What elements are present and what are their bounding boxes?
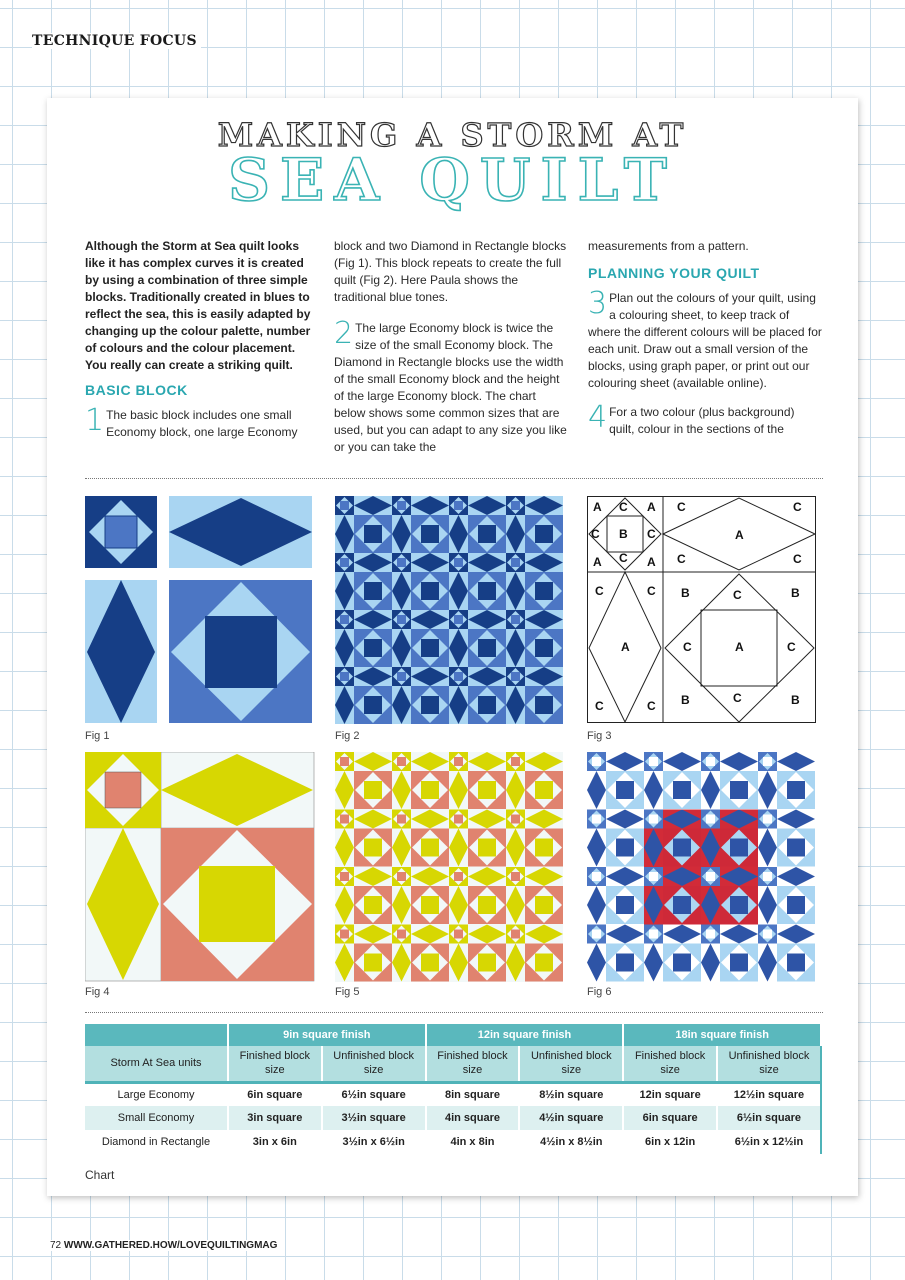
sizes-chart <box>85 1024 822 1154</box>
fig3-label: C <box>733 588 742 602</box>
step-4-text: For a two colour (plus background) quilt, colour in the sections of the <box>609 405 795 436</box>
table-cell: 3in x 6in <box>228 1130 322 1154</box>
table-cell: 6in square <box>623 1106 717 1130</box>
fig-4-caption: Fig 4 <box>85 986 110 998</box>
chart-sub-header: Unfinished block size <box>519 1046 623 1082</box>
intro-paragraph: Although the Storm at Sea quilt looks like it has complex curves it is created by using a combination of three simple blocks. Traditionally created in blues to reflect the sea, this is easily adapted by changing up the colour palette, number of colours and the colour placement. You really can create a striking quilt. <box>85 239 311 372</box>
table-cell: 6in x 12in <box>623 1130 717 1154</box>
section-label: TECHNIQUE FOCUS <box>32 33 201 49</box>
chart-group-header-row <box>85 1024 821 1046</box>
title-line-1: MAKING A STORM AT <box>217 116 688 154</box>
fig3-label: C <box>647 699 656 713</box>
fig3-label: A <box>735 528 744 542</box>
chart-sub-header: Finished block size <box>228 1046 322 1082</box>
fig3-label: C <box>677 552 686 566</box>
table-cell: 3½in x 6½in <box>322 1130 426 1154</box>
table-cell: 6in square <box>228 1082 322 1106</box>
page-number: 72 <box>50 1240 62 1251</box>
fig3-label: A <box>593 555 602 569</box>
divider-bottom <box>85 1012 823 1013</box>
chart-sub-header: Unfinished block size <box>717 1046 821 1082</box>
fig-5-caption: Fig 5 <box>335 986 360 998</box>
chart-caption: Chart <box>85 1168 115 1182</box>
fig3-label: C <box>683 640 692 654</box>
step-2-text: The large Economy block is twice the size of the small Economy block. The Diamond in Rectangle blocks use the width of the small Economy block and the height of the large Economy block. The chart below shows some common sizes that are used, but you can adapt to any size you like or you can take the <box>334 321 567 454</box>
step-2-part-2: measurements from a pattern. <box>588 239 749 253</box>
column-2 <box>334 238 568 464</box>
table-row <box>85 1130 821 1154</box>
table-cell: 8½in square <box>519 1082 623 1106</box>
fig-3-caption: Fig 3 <box>587 730 612 742</box>
fig-2 <box>335 496 563 729</box>
fig3-label: C <box>595 699 604 713</box>
fig3-label: A <box>647 555 656 569</box>
fig-1-caption: Fig 1 <box>85 730 110 742</box>
fig3-label: C <box>793 500 802 514</box>
table-cell: 3in square <box>228 1106 322 1130</box>
chart-unit: Small Economy <box>85 1106 228 1130</box>
step-4 <box>588 400 822 438</box>
fig3-label: A <box>647 500 656 514</box>
title-line-2: SEA QUILT <box>228 146 677 214</box>
table-cell: 4½in square <box>519 1106 623 1130</box>
table-row <box>85 1106 821 1130</box>
fig3-label: C <box>595 584 604 598</box>
step-4-number: 4 <box>588 400 608 435</box>
step-2-number: 2 <box>334 316 354 351</box>
text-columns <box>85 238 825 470</box>
fig-1-blocks <box>85 496 313 724</box>
step-3-number: 3 <box>588 286 608 321</box>
table-cell: 6½in x 12½in <box>717 1130 821 1154</box>
page-footer <box>50 1240 281 1251</box>
chart-sub-header: Finished block size <box>623 1046 717 1082</box>
chart-sub-header-row <box>85 1046 821 1082</box>
chart-unit: Large Economy <box>85 1082 228 1106</box>
fig3-label: C <box>619 500 628 514</box>
table-cell: 12in square <box>623 1082 717 1106</box>
footer-url[interactable]: WWW.GATHERED.HOW/LOVEQUILTINGMAG <box>63 1240 278 1251</box>
chart-sub-header: Unfinished block size <box>322 1046 426 1082</box>
chart-unit: Diamond in Rectangle <box>85 1130 228 1154</box>
fig3-label: B <box>791 693 800 707</box>
table-cell: 4in square <box>426 1106 520 1130</box>
fig3-label: B <box>681 586 690 600</box>
chart-group-18in: 18in square finish <box>623 1024 821 1046</box>
fig-5 <box>335 752 563 987</box>
fig3-label: C <box>793 552 802 566</box>
fig3-label: B <box>681 693 690 707</box>
fig-4-blocks <box>85 752 315 982</box>
step-1-part-1 <box>85 403 319 441</box>
column-1 <box>85 238 319 449</box>
fig-4 <box>85 752 315 987</box>
step-3 <box>588 286 822 392</box>
table-cell: 4in x 8in <box>426 1130 520 1154</box>
article-card <box>47 98 858 1196</box>
fig3-label: B <box>619 527 628 541</box>
chart-corner <box>85 1024 228 1046</box>
fig3-label: B <box>791 586 800 600</box>
fig-6-quilt <box>587 752 815 982</box>
fig3-label: C <box>591 527 600 541</box>
fig3-label: C <box>647 527 656 541</box>
fig-3-diagram <box>587 496 817 724</box>
table-cell: 8in square <box>426 1082 520 1106</box>
table-row <box>85 1082 821 1106</box>
fig3-label: A <box>593 500 602 514</box>
fig3-label: A <box>735 640 744 654</box>
step-2 <box>334 316 568 456</box>
chart-sub-header: Finished block size <box>426 1046 520 1082</box>
fig-1 <box>85 496 313 729</box>
fig-6 <box>587 752 815 987</box>
table-cell: 6½in square <box>717 1106 821 1130</box>
chart-row-header: Storm At Sea units <box>85 1046 228 1082</box>
divider-top <box>85 478 823 479</box>
heading-basic-block: BASIC BLOCK <box>85 382 188 398</box>
step-1-text: The basic block includes one small Economy block, one large Economy <box>106 408 298 439</box>
step-1-number: 1 <box>85 403 105 438</box>
fig-2-quilt <box>335 496 563 724</box>
fig-6-caption: Fig 6 <box>587 986 612 998</box>
fig-2-caption: Fig 2 <box>335 730 360 742</box>
heading-planning: PLANNING YOUR QUILT <box>588 265 760 281</box>
step-1-part-2: block and two Diamond in Rectangle blocks (Fig 1). This block repeats to create the full quilt (Fig 2). Here Paula shows the traditional blue tones. <box>334 239 567 304</box>
table-cell: 6½in square <box>322 1082 426 1106</box>
fig-5-quilt <box>335 752 563 982</box>
column-3 <box>588 238 822 446</box>
step-3-text: Plan out the colours of your quilt, using a colouring sheet, to keep track of where the different colours will be placed for each unit. Draw out a small version of the blocks, using graph paper, or print out our colouring sheet (available online). <box>588 291 822 390</box>
table-cell: 3½in square <box>322 1106 426 1130</box>
fig3-label: A <box>621 640 630 654</box>
fig3-label: C <box>647 584 656 598</box>
fig3-label: C <box>787 640 796 654</box>
chart-group-9in: 9in square finish <box>228 1024 426 1046</box>
fig3-label: C <box>677 500 686 514</box>
fig3-label: C <box>619 551 628 565</box>
table-cell: 12½in square <box>717 1082 821 1106</box>
table-cell: 4½in x 8½in <box>519 1130 623 1154</box>
chart-group-12in: 12in square finish <box>426 1024 624 1046</box>
fig3-label: C <box>733 691 742 705</box>
fig-3 <box>587 496 817 729</box>
